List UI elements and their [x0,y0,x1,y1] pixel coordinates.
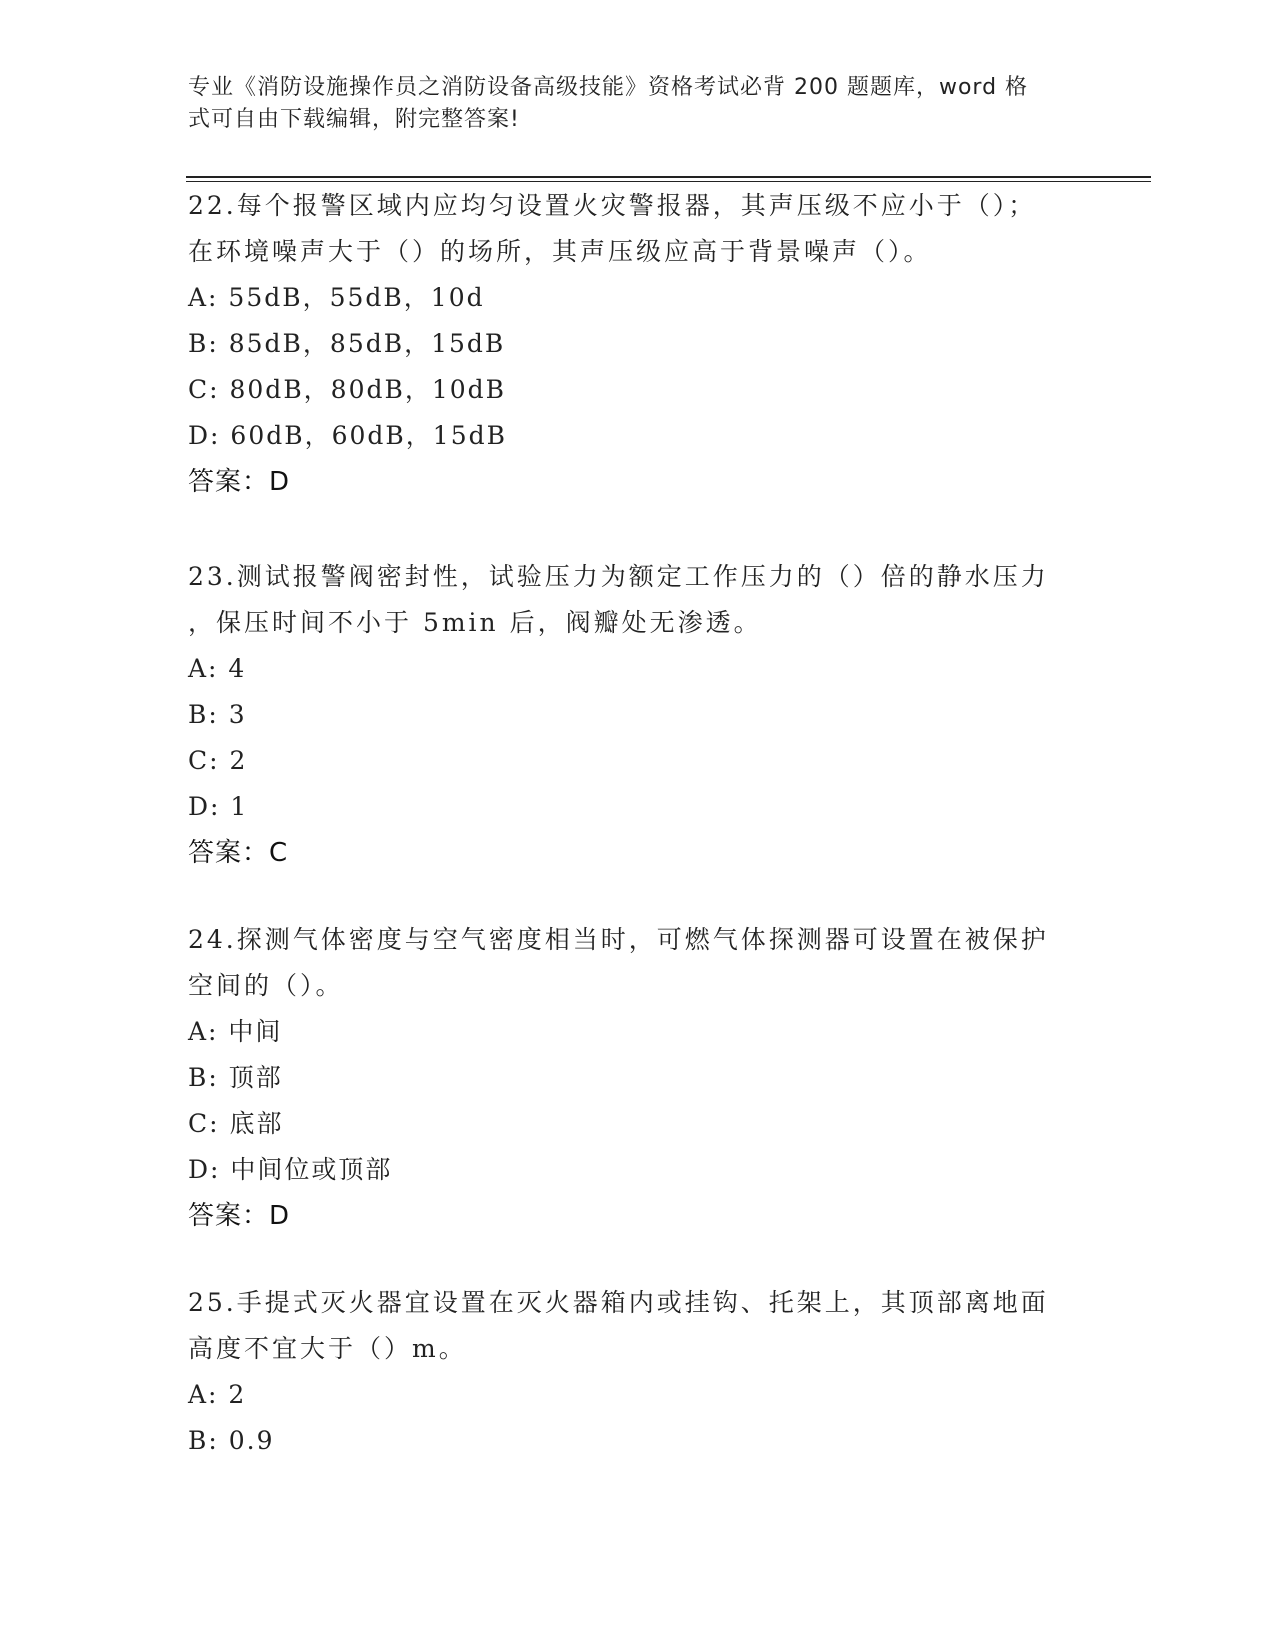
option-c: C: 80dB，80dB，10dB [188,375,507,404]
header-line-1: 专业《消防设施操作员之消防设备高级技能》资格考试必背 200 题题库，word 格 [188,75,1029,100]
option-b: B: 顶部 [188,1063,283,1092]
question-stem-line: 空间的（）。 [188,971,344,1000]
question-stem-line: ，保压时间不小于 5min 后，阀瓣处无渗透。 [188,608,762,637]
header-line-2: 式可自由下载编辑，附完整答案! [188,107,520,132]
option-a: A: 4 [188,654,247,683]
question-stem-line: 23.测试报警阀密封性，试验压力为额定工作压力的（）倍的静水压力 [188,562,1049,591]
answer-line: 答案：C [188,838,289,868]
header-divider-thin [186,181,1151,182]
question-stem-line: 25.手提式灭火器宜设置在灭火器箱内或挂钩、托架上，其顶部离地面 [188,1288,1049,1317]
option-a: A: 2 [188,1380,247,1409]
option-b: B: 0.9 [188,1426,275,1455]
option-a: A: 中间 [188,1017,283,1046]
option-a: A: 55dB，55dB，10d [188,283,485,312]
option-b: B: 85dB，85dB，15dB [188,329,506,358]
question-stem-line: 24.探测气体密度与空气密度相当时，可燃气体探测器可设置在被保护 [188,925,1049,954]
question-stem-line: 22.每个报警区域内应均匀设置火灾警报器，其声压级不应小于（）； [188,191,1037,220]
option-d: D: 中间位或顶部 [188,1155,393,1184]
answer-line: 答案：D [188,467,291,497]
question-25 [188,1280,1088,1464]
question-stem-line: 在环境噪声大于（）的场所，其声压级应高于背景噪声（）。 [188,237,932,266]
header-divider-thick [186,176,1151,178]
option-c: C: 底部 [188,1109,284,1138]
option-c: C: 2 [188,746,248,775]
option-b: B: 3 [188,700,247,729]
document-header [188,72,1068,136]
question-stem-line: 高度不宜大于（）m。 [188,1334,467,1363]
option-d: D: 60dB，60dB，15dB [188,421,507,450]
question-23 [188,554,1088,876]
question-22 [188,183,1088,505]
question-24 [188,917,1088,1239]
option-d: D: 1 [188,792,249,821]
answer-line: 答案：D [188,1201,291,1231]
